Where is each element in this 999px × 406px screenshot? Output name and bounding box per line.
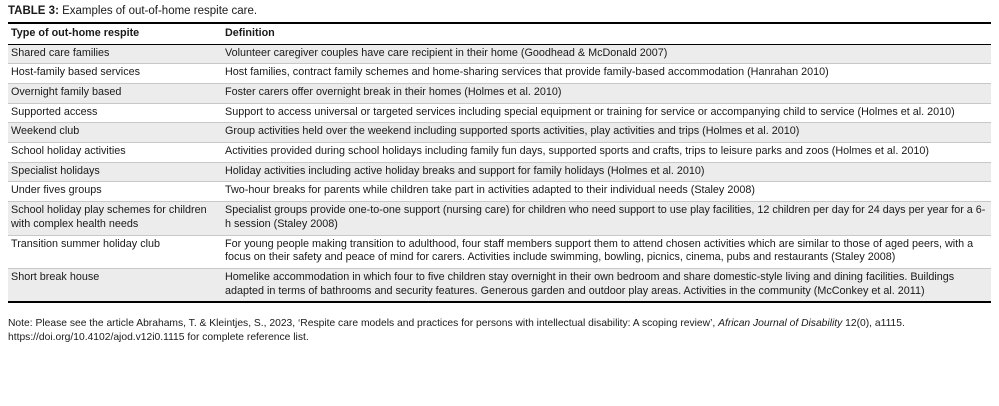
- type-cell: Weekend club: [8, 123, 222, 143]
- table-row: [8, 123, 991, 143]
- table-row: [8, 202, 991, 235]
- type-cell: Specialist holidays: [8, 162, 222, 182]
- table-row: [8, 103, 991, 123]
- table-header-row: [8, 24, 991, 44]
- note-text-after: 12(0), a1115. https://doi.org/10.4102/ajod.v12i0.1115 for complete reference list.: [8, 318, 905, 344]
- type-cell: Supported access: [8, 103, 222, 123]
- table-row: [8, 64, 991, 84]
- definition-cell: Activities provided during school holidays including family fun days, supported sports and crafts, trips to leisure parks and zoos (Holmes et al. 2010): [222, 143, 991, 163]
- definition-cell: Holiday activities including active holiday breaks and support for family holidays (Holmes et al. 2010): [222, 162, 991, 182]
- table-row: [8, 268, 991, 302]
- type-cell: School holiday activities: [8, 143, 222, 163]
- type-cell: Under fives groups: [8, 182, 222, 202]
- definition-cell: Two-hour breaks for parents while children take part in activities adapted to their individual needs (Staley 2008): [222, 182, 991, 202]
- table-note: [8, 317, 991, 345]
- table-row: [8, 235, 991, 268]
- table-row: [8, 162, 991, 182]
- type-cell: Short break house: [8, 268, 222, 302]
- respite-table: [8, 24, 991, 304]
- table-caption-text: Examples of out-of-home respite care.: [58, 5, 258, 17]
- type-cell: Overnight family based: [8, 83, 222, 103]
- table-row: [8, 182, 991, 202]
- table-row: [8, 44, 991, 64]
- header-type: Type of out-home respite: [8, 24, 222, 44]
- type-cell: Transition summer holiday club: [8, 235, 222, 268]
- definition-cell: Support to access universal or targeted services including special equipment or training for service or accompanying child to service (Holmes et al. 2010): [222, 103, 991, 123]
- definition-cell: Specialist groups provide one-to-one support (nursing care) for children who need support to use play facilities, 12 children per day for 24 days per year for a 6-h session (Staley 2008): [222, 202, 991, 235]
- definition-cell: Foster carers offer overnight break in their homes (Holmes et al. 2010): [222, 83, 991, 103]
- table-caption-label: TABLE 3:: [8, 5, 59, 17]
- type-cell: Shared care families: [8, 44, 222, 64]
- type-cell: Host-family based services: [8, 64, 222, 84]
- note-journal: African Journal of Disability: [718, 318, 843, 330]
- definition-cell: Volunteer caregiver couples have care recipient in their home (Goodhead & McDonald 2007): [222, 44, 991, 64]
- definition-cell: For young people making transition to adulthood, four staff members support them to attend chosen activities which are similar to those of aged peers, with a focus on their safety and peace of mind for carers. Activities include swimming, bowling, picnics, cinema, pubs and restaurants (Staley 2008): [222, 235, 991, 268]
- header-definition: Definition: [222, 24, 991, 44]
- definition-cell: Homelike accommodation in which four to five children stay overnight in their own bedroom and share domestic-style living and dining facilities. Buildings adapted in terms of bathrooms and security features. Generous garden and outdoor play areas. Activities in the community (McConkey et al. 2011): [222, 268, 991, 302]
- definition-cell: Host families, contract family schemes and home-sharing services that provide family-based accommodation (Hanrahan 2010): [222, 64, 991, 84]
- note-text-before: Note: Please see the article Abrahams, T. & Kleintjes, S., 2023, ‘Respite care models and practices for persons with intellectual disability: A scoping review’,: [8, 318, 719, 330]
- table-caption: [8, 5, 991, 19]
- type-cell: School holiday play schemes for children with complex health needs: [8, 202, 222, 235]
- definition-cell: Group activities held over the weekend including supported sports activities, play activities and trips (Holmes et al. 2010): [222, 123, 991, 143]
- table-row: [8, 83, 991, 103]
- table-row: [8, 143, 991, 163]
